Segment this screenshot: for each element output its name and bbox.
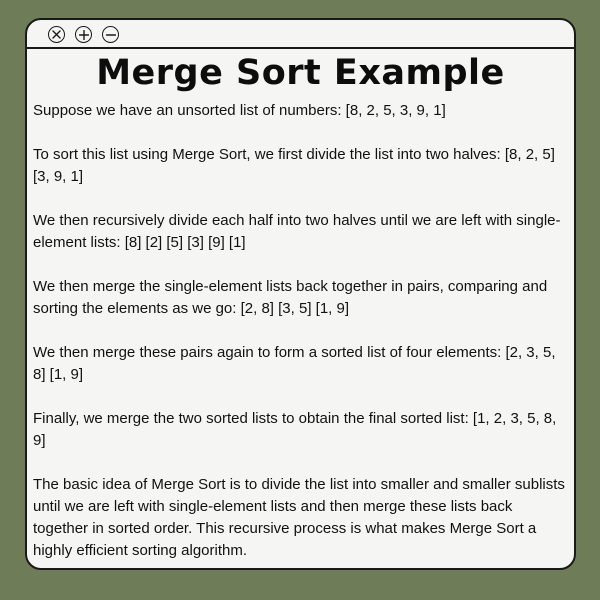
plus-icon [79, 30, 89, 40]
maximize-button[interactable] [75, 26, 92, 43]
paragraph: Finally, we merge the two sorted lists to obtain the final sorted list: [1, 2, 3, 5, 8, 9] [33, 410, 557, 449]
paragraph: We then merge these pairs again to form a sorted list of four elements: [2, 3, 5, 8] [1, 9] [33, 344, 556, 383]
close-icon [52, 30, 61, 39]
paragraph: The basic idea of Merge Sort is to divide the list into smaller and smaller sublists until we are left with single-element lists and then merge these lists back together in sorted order. This recursive process is what makes Merge Sort a highly efficient sorting algorithm. [33, 476, 565, 559]
page-title: Merge Sort Example [96, 53, 505, 93]
paragraph: To sort this list using Merge Sort, we first divide the list into two halves: [8, 2, 5] [3, 9, 1] [33, 146, 555, 185]
minimize-button[interactable] [102, 26, 119, 43]
minus-icon [106, 30, 116, 40]
paragraph: Suppose we have an unsorted list of numbers: [8, 2, 5, 3, 9, 1] [33, 102, 446, 119]
close-button[interactable] [48, 26, 65, 43]
title-bar [27, 20, 574, 49]
paragraph: We then merge the single-element lists back together in pairs, comparing and sorting the elements as we go: [2, 8] [3, 5] [1, 9] [33, 278, 548, 317]
window [25, 18, 576, 570]
content-body [33, 100, 566, 562]
paragraph: We then recursively divide each half into two halves until we are left with single-element lists: [8] [2] [5] [3] [9] [1] [33, 212, 561, 251]
